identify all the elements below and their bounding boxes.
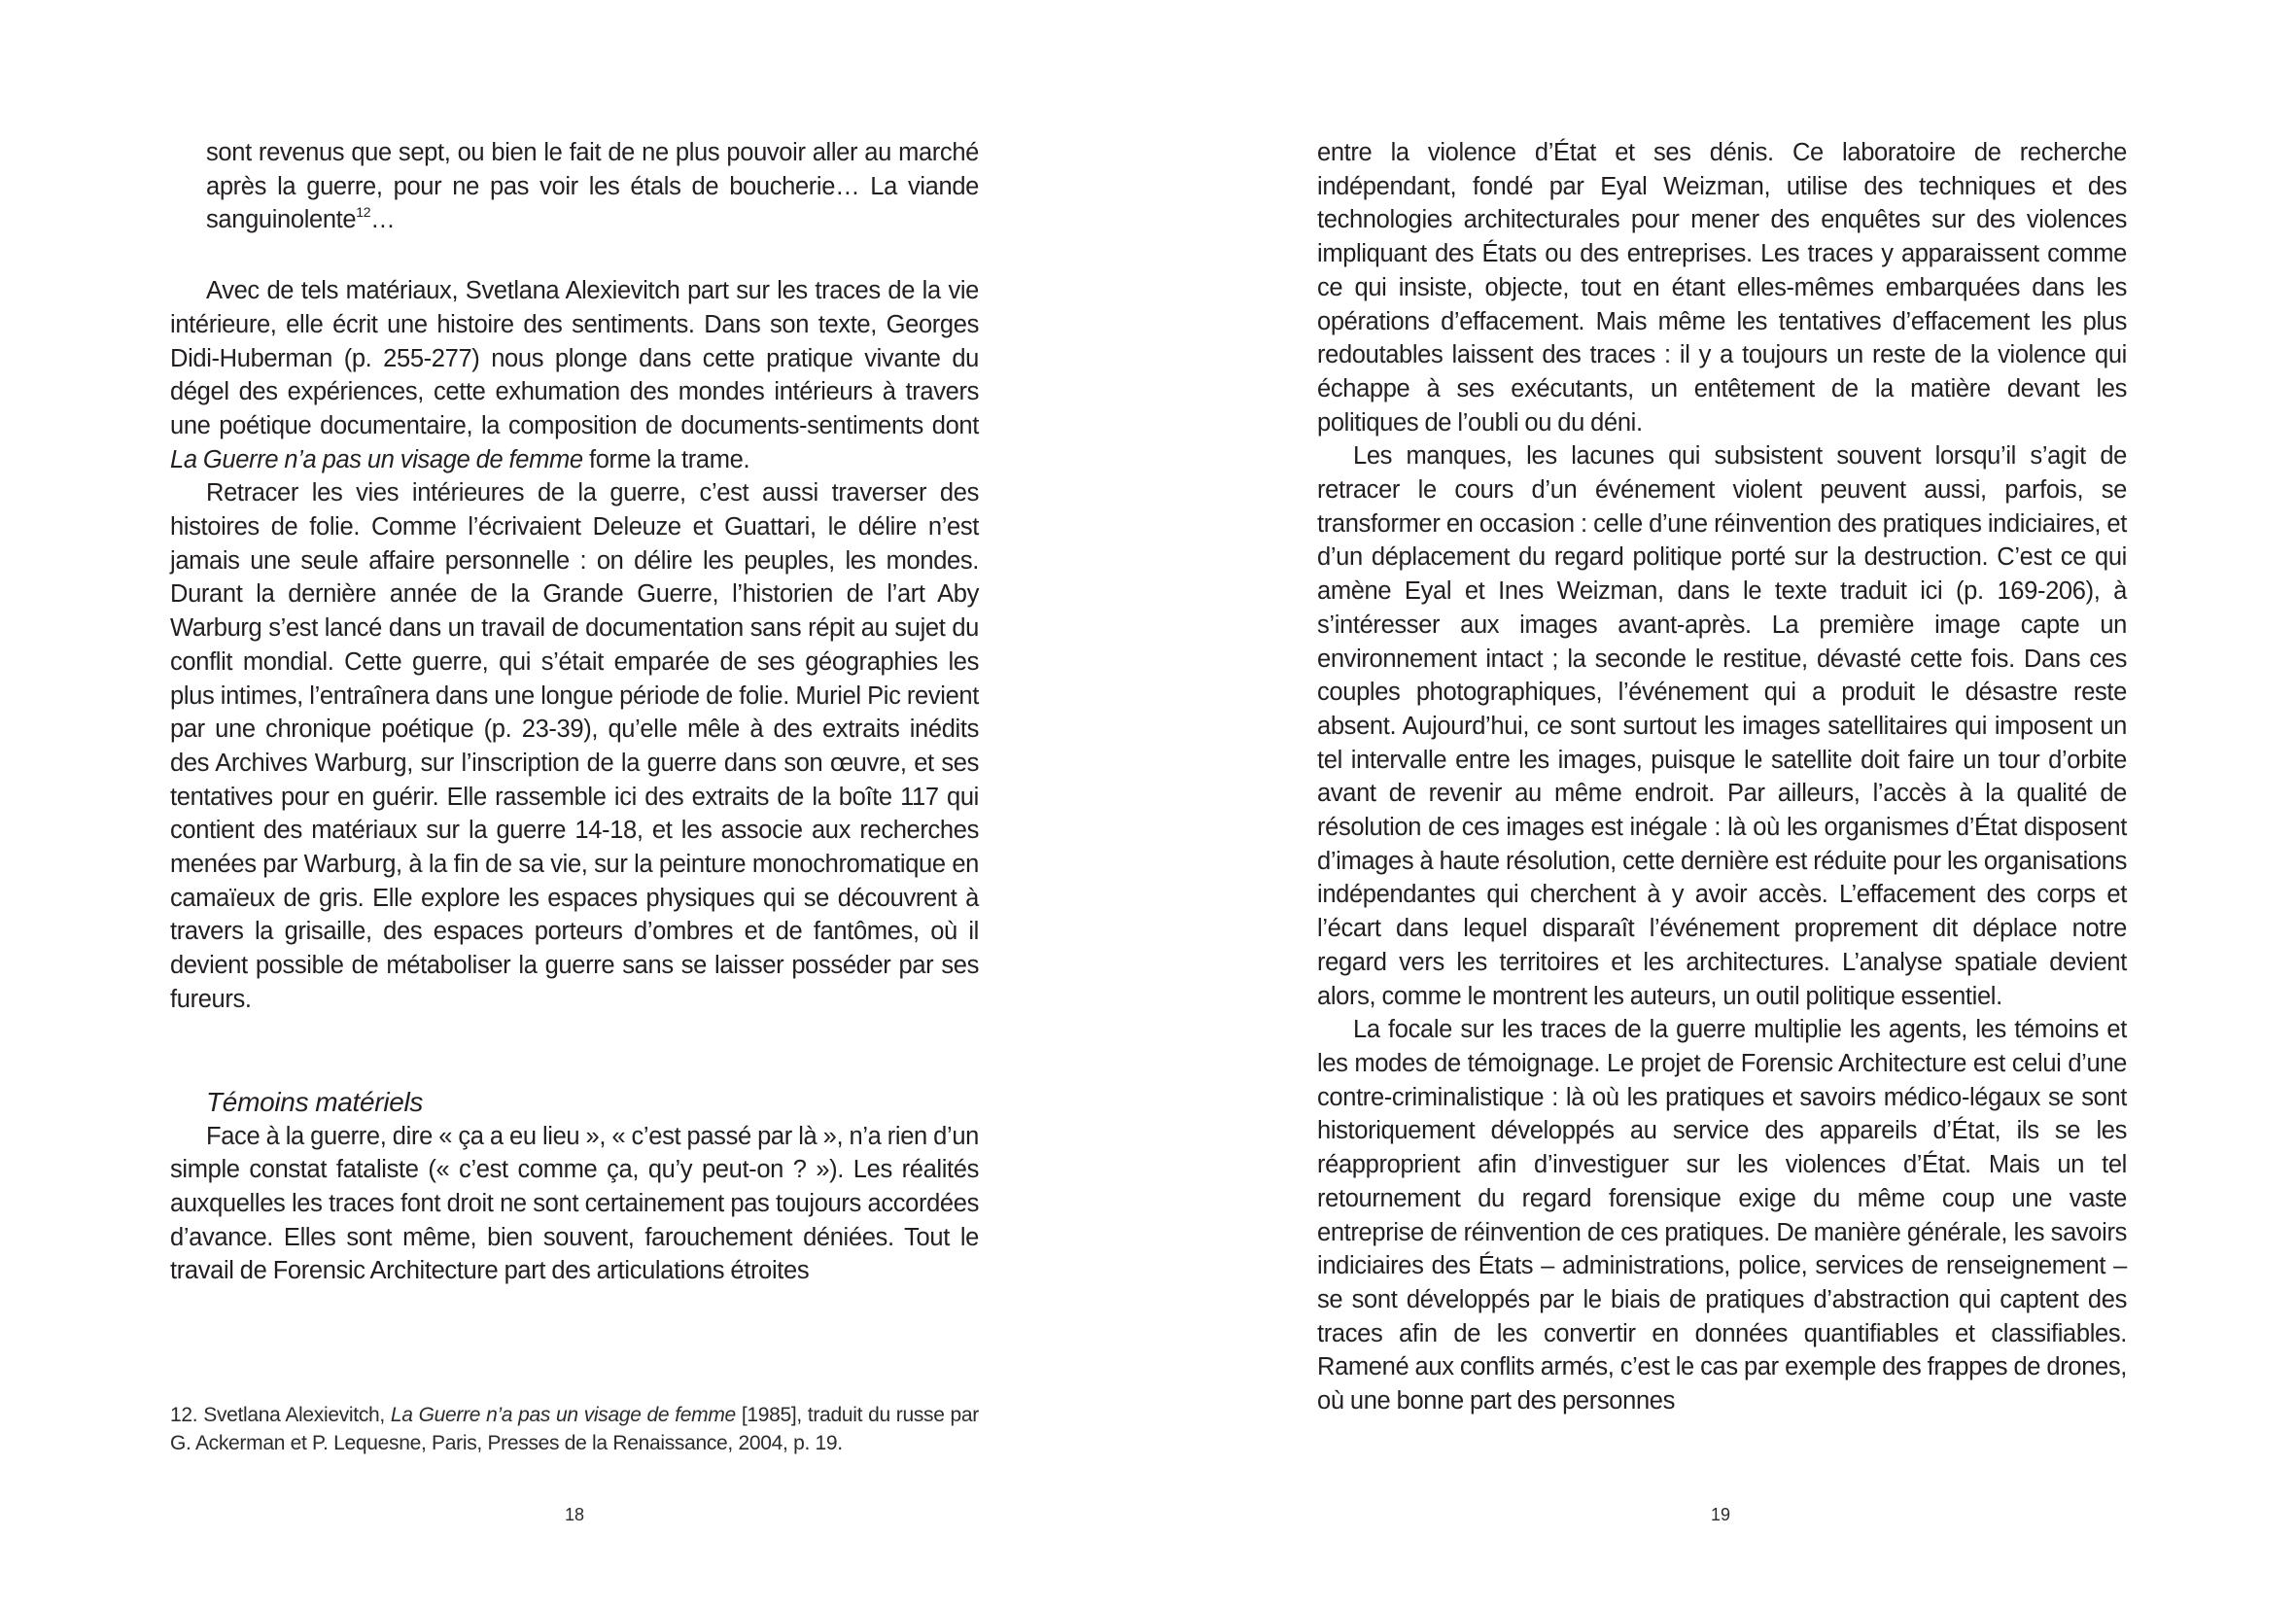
body-paragraph-continuation: entre la violence d’État et ses dénis. Ce laboratoire de recherche indépendant, fondé par Eyal Weizman, utilise des techniques et des technologies architecturales pour mener des enquêtes sur des violences impliquant des États ou des entreprises. Les traces y apparaissent comme ce qui insiste, objecte, tout en étant elles-mêmes embarquées dans les opérations d’effacement. Mais même les tentatives d’effacement les plus redoutables laissent des traces : il y a toujours un reste de la violence qui échappe à ses exécutants, un entêtement de la matière devant les politiques de l’oubli ou du déni. bbox=[1317, 139, 2127, 437]
paragraph-text: forme la trame. bbox=[582, 445, 750, 473]
page-number: 19 bbox=[1710, 1505, 1731, 1524]
paragraph-text: Avec de tels matériaux, Svetlana Alexievitch part sur les traces de la vie intérieure, elle écrit une histoire des sentiments. Dans son texte, Georges Didi-Huberman (p. 255-277) nous plonge dans cette pratique vivante du dégel des expériences, cette exhumation des mondes intérieurs à travers une poétique documentaire, la composition de documents-sentiments dont bbox=[170, 277, 979, 439]
footnote-details: [1985], traduit du russe par G. Ackerman et P. Lequesne, Paris, Presses de la Renaissance, 2004, p. 19. bbox=[170, 1404, 979, 1454]
footnote-number: 12. bbox=[170, 1404, 198, 1426]
body-paragraph: La focale sur les traces de la guerre multiplie les agents, les témoins et les modes de témoignage. Le projet de Forensic Architecture est celui d’une contre-criminalistique : là où les pratiques et savoirs médico-légaux se sont historiquement développés au service des appareils d’État, ils se les réapproprient afin d’investiguer sur les violences d’État. Mais un tel retournement du regard forensique exige du même coup une vaste entreprise de réinvention de ces pratiques. De manière générale, les savoirs indiciaires des États – administrations, police, services de renseignement – se sont développés par le biais de pratiques d’abstraction qui captent des traces afin de les convertir en données quantifiables et classifiables. Ramené aux conflits armés, c’est le cas par exemple des frappes de drones, où une bonne part des personnes bbox=[1317, 1016, 2127, 1415]
book-title-italic: La Guerre n’a pas un visage de femme bbox=[170, 445, 583, 473]
footnote-title-italic: La Guerre n’a pas un visage de femme bbox=[390, 1404, 736, 1426]
footnote-reference[interactable]: 12 bbox=[356, 204, 371, 221]
block-quote-continuation bbox=[206, 136, 979, 237]
left-page-body bbox=[170, 136, 979, 1288]
section-heading: Témoins matériels bbox=[206, 1086, 424, 1117]
spacer bbox=[170, 1017, 979, 1085]
body-paragraph: Face à la guerre, dire « ça a eu lieu », « c’est passé par là », n’a rien d’un simple constat fataliste (« c’est comme ça, qu’y peut-on ? »). Les réalités auxquelles les traces font droit ne sont certainement pas toujours accordées d’avance. Elles sont même, bien souvent, farouchement déniées. Tout le travail de Forensic Architecture part des articulations étroites bbox=[170, 1122, 979, 1285]
body-paragraph: Retracer les vies intérieures de la guerre, c’est aussi traverser des histoires de folie. Comme l’écrivaient Deleuze et Guattari, le délire n’est jamais une seule affaire personnelle : on délire les peuples, les mondes. Durant la dernière année de la Grande Guerre, l’historien de l’art Aby Warburg s’est lancé dans un travail de documentation sans répit au sujet du conflit mondial. Cette guerre, qui s’était emparée de ses géographies les plus intimes, l’entraînera dans une longue période de folie. Muriel Pic revient par une chronique poétique (p. 23-39), qu’elle mêle à des extraits inédits des Archives Warburg, sur l’inscription de la guerre dans son œuvre, et ses tentatives pour en guérir. Elle rassemble ici des extraits de la boîte 117 qui contient des matériaux sur la guerre 14-18, et les associe aux recherches menées par Warburg, à la fin de sa vie, sur la peinture monochromatique en camaïeux de gris. Elle explore les espaces physiques qui se découvrent à travers la grisaille, des espaces porteurs d’ombres et de fantômes, où il devient possible de métaboliser la guerre sans se laisser posséder par ses fureurs. bbox=[170, 479, 979, 1013]
right-page-body bbox=[1317, 136, 2127, 1418]
right-page bbox=[1148, 0, 2296, 1607]
footnote bbox=[170, 1401, 979, 1457]
body-paragraph bbox=[170, 274, 979, 476]
quote-text: sont revenus que sept, ou bien le fait de ne plus pouvoir aller au marché après la guerre, pour ne pas voir les étals de boucherie… La viande sanguinolente bbox=[206, 139, 979, 234]
page-number: 18 bbox=[564, 1505, 585, 1524]
body-paragraph: Les manques, les lacunes qui subsistent souvent lorsqu’il s’agit de retracer le cours d’un événement violent peuvent aussi, parfois, se transformer en occasion : celle d’une réinvention des pratiques indiciaires, et d’un déplacement du regard politique porté sur la destruction. C’est ce qui amène Eyal et Ines Weizman, dans le texte traduit ici (p. 169-206), à s’intéresser aux images avant-après. La première image capte un environnement intact ; la seconde le restitue, dévasté cette fois. Dans ces couples photographiques, l’événement qui a produit le désastre reste absent. Aujourd’hui, ce sont surtout les images satellitaires qui imposent un tel intervalle entre les images, puisque le satellite doit faire un tour d’orbite avant de revenir au même endroit. Par ailleurs, l’accès à la qualité de résolution de ces images est inégale : là où les organismes d’État disposent d’images à haute résolution, cette dernière est réduite pour les organisations indépendantes qui cherchent à y avoir accès. L’effacement des corps et l’écart dans lequel disparaît l’événement proprement dit déplace notre regard vers les territoires et les architectures. L’analyse spatiale devient alors, comme le montrent les auteurs, un outil politique essentiel. bbox=[1317, 442, 2127, 1010]
spacer bbox=[170, 237, 979, 274]
footnote-author: Svetlana Alexievitch, bbox=[203, 1404, 385, 1426]
quote-trailing-ellipsis: … bbox=[370, 206, 396, 234]
